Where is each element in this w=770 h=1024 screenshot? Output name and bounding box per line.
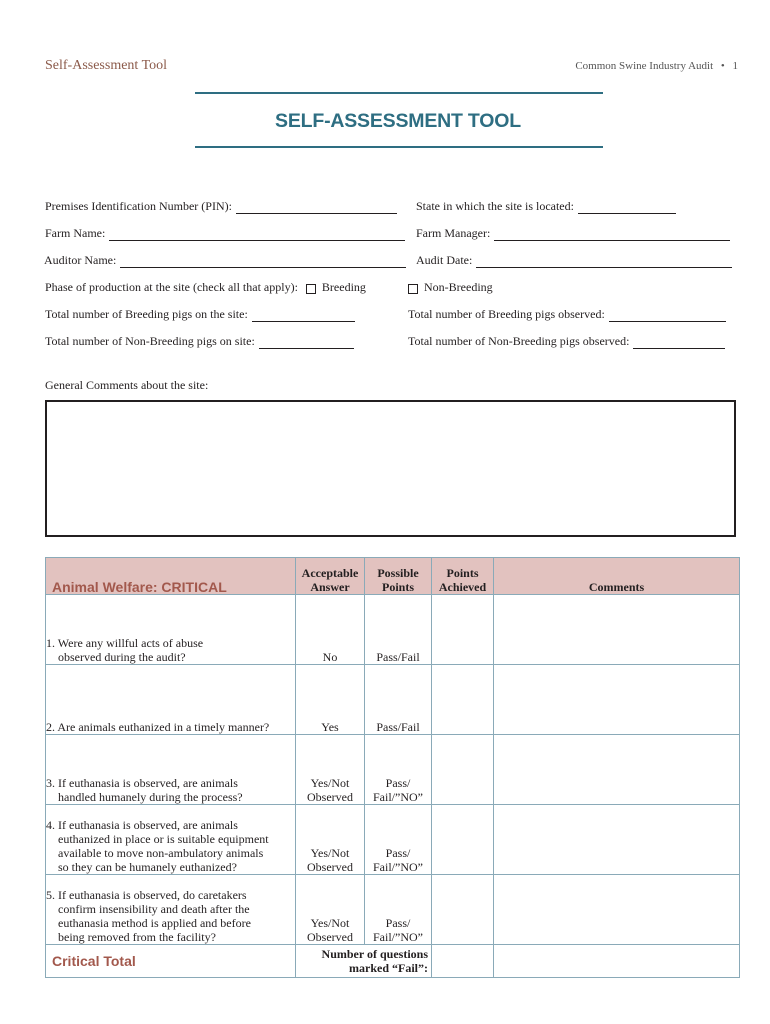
question-text: 1. Were any willful acts of abuse observed during the audit? xyxy=(46,595,296,665)
nonbreeding-site-input-line[interactable] xyxy=(259,336,354,349)
phase-label: Phase of production at the site (check all that apply): xyxy=(45,280,298,294)
comments-cell[interactable] xyxy=(494,665,740,735)
col-acceptable-answer: Acceptable Answer xyxy=(296,558,365,595)
pin-field[interactable] xyxy=(45,199,397,214)
breeding-site-field[interactable] xyxy=(45,307,355,322)
points-achieved-cell[interactable] xyxy=(432,735,494,805)
breeding-observed-input-line[interactable] xyxy=(609,309,726,322)
audit-date-field[interactable] xyxy=(416,253,732,268)
fail-count-cell[interactable] xyxy=(432,945,494,978)
non-breeding-checkbox[interactable] xyxy=(408,284,418,294)
critical-total-label: Critical Total xyxy=(46,945,296,978)
comments-cell[interactable] xyxy=(494,805,740,875)
farm-manager-label: Farm Manager: xyxy=(416,226,491,240)
pin-input-line[interactable] xyxy=(236,201,397,214)
question-text: 2. Are animals euthanized in a timely manner? xyxy=(46,665,296,735)
table-row xyxy=(46,665,740,735)
acceptable-answer: Yes/Not Observed xyxy=(296,735,365,805)
total-comments-cell[interactable] xyxy=(494,945,740,978)
state-field[interactable] xyxy=(416,199,676,214)
comments-cell[interactable] xyxy=(494,735,740,805)
breeding-checkbox[interactable] xyxy=(306,284,316,294)
col-comments: Comments xyxy=(494,558,740,595)
possible-points: Pass/Fail xyxy=(365,595,432,665)
farm-manager-input-line[interactable] xyxy=(494,228,730,241)
question-text: 3. If euthanasia is observed, are animals handled humanely during the process? xyxy=(46,735,296,805)
points-achieved-cell[interactable] xyxy=(432,665,494,735)
auditor-field[interactable] xyxy=(44,253,406,268)
title-rule-bottom xyxy=(195,146,603,148)
breeding-observed-field[interactable] xyxy=(408,307,726,322)
non-breeding-option xyxy=(400,280,493,295)
page-title: SELF-ASSESSMENT TOOL xyxy=(275,110,521,132)
acceptable-answer: Yes xyxy=(296,665,365,735)
col-points-achieved: Points Achieved xyxy=(432,558,494,595)
possible-points: Pass/ Fail/”NO” xyxy=(365,875,432,945)
running-header-doc xyxy=(575,60,738,72)
auditor-label: Auditor Name: xyxy=(44,253,117,267)
breeding-option-label: Breeding xyxy=(321,280,366,294)
comments-cell[interactable] xyxy=(494,595,740,665)
audit-date-input-line[interactable] xyxy=(476,255,732,268)
possible-points: Pass/Fail xyxy=(365,665,432,735)
farm-manager-field[interactable] xyxy=(416,226,730,241)
running-header-title: Self-Assessment Tool xyxy=(45,58,168,73)
nonbreeding-observed-input-line[interactable] xyxy=(633,336,725,349)
doc-name: Common Swine Industry Audit xyxy=(575,60,714,72)
state-input-line[interactable] xyxy=(578,201,676,214)
table-row xyxy=(46,875,740,945)
fail-count-label: Number of questions marked “Fail”: xyxy=(296,945,432,978)
farm-name-label: Farm Name: xyxy=(45,226,106,240)
bullet-separator: • xyxy=(720,60,725,72)
col-possible-points: Possible Points xyxy=(365,558,432,595)
auditor-input-line[interactable] xyxy=(120,255,406,268)
possible-points: Pass/ Fail/”NO” xyxy=(365,735,432,805)
points-achieved-cell[interactable] xyxy=(432,805,494,875)
nonbreeding-observed-field[interactable] xyxy=(408,334,725,349)
table-row xyxy=(46,805,740,875)
breeding-site-input-line[interactable] xyxy=(252,309,355,322)
page-number: 1 xyxy=(732,60,738,72)
points-achieved-cell[interactable] xyxy=(432,875,494,945)
question-text: 4. If euthanasia is observed, are animals euthanized in place or is suitable equipment available to move non-ambulatory animals so they can be humanely euthanized? xyxy=(46,805,296,875)
points-achieved-cell[interactable] xyxy=(432,595,494,665)
phase-field xyxy=(45,280,366,295)
nonbreeding-site-field[interactable] xyxy=(45,334,354,349)
audit-date-label: Audit Date: xyxy=(416,253,473,267)
acceptable-answer: Yes/Not Observed xyxy=(296,875,365,945)
acceptable-answer: Yes/Not Observed xyxy=(296,805,365,875)
table-header-row xyxy=(46,558,740,595)
breeding-observed-label: Total number of Breeding pigs observed: xyxy=(408,307,605,321)
general-comments-box[interactable] xyxy=(45,400,736,537)
comments-label: General Comments about the site: xyxy=(45,378,209,392)
breeding-site-label: Total number of Breeding pigs on the site: xyxy=(45,307,248,321)
title-rule-top xyxy=(195,92,603,94)
pin-label: Premises Identification Number (PIN): xyxy=(45,199,232,213)
possible-points: Pass/ Fail/”NO” xyxy=(365,805,432,875)
table-row xyxy=(46,595,740,665)
acceptable-answer: No xyxy=(296,595,365,665)
critical-welfare-table xyxy=(45,557,740,978)
comments-cell[interactable] xyxy=(494,875,740,945)
nonbreeding-site-label: Total number of Non-Breeding pigs on site: xyxy=(45,334,255,348)
question-text: 5. If euthanasia is observed, do caretakers confirm insensibility and death after the euthanasia method is applied and before being removed from the facility? xyxy=(46,875,296,945)
state-label: State in which the site is located: xyxy=(416,199,574,213)
section-title: Animal Welfare: CRITICAL xyxy=(46,558,296,595)
nonbreeding-observed-label: Total number of Non-Breeding pigs observed: xyxy=(408,334,630,348)
non-breeding-option-label: Non-Breeding xyxy=(424,280,493,294)
farm-name-input-line[interactable] xyxy=(109,228,405,241)
farm-name-field[interactable] xyxy=(45,226,405,241)
critical-total-row xyxy=(46,945,740,978)
table-row xyxy=(46,735,740,805)
